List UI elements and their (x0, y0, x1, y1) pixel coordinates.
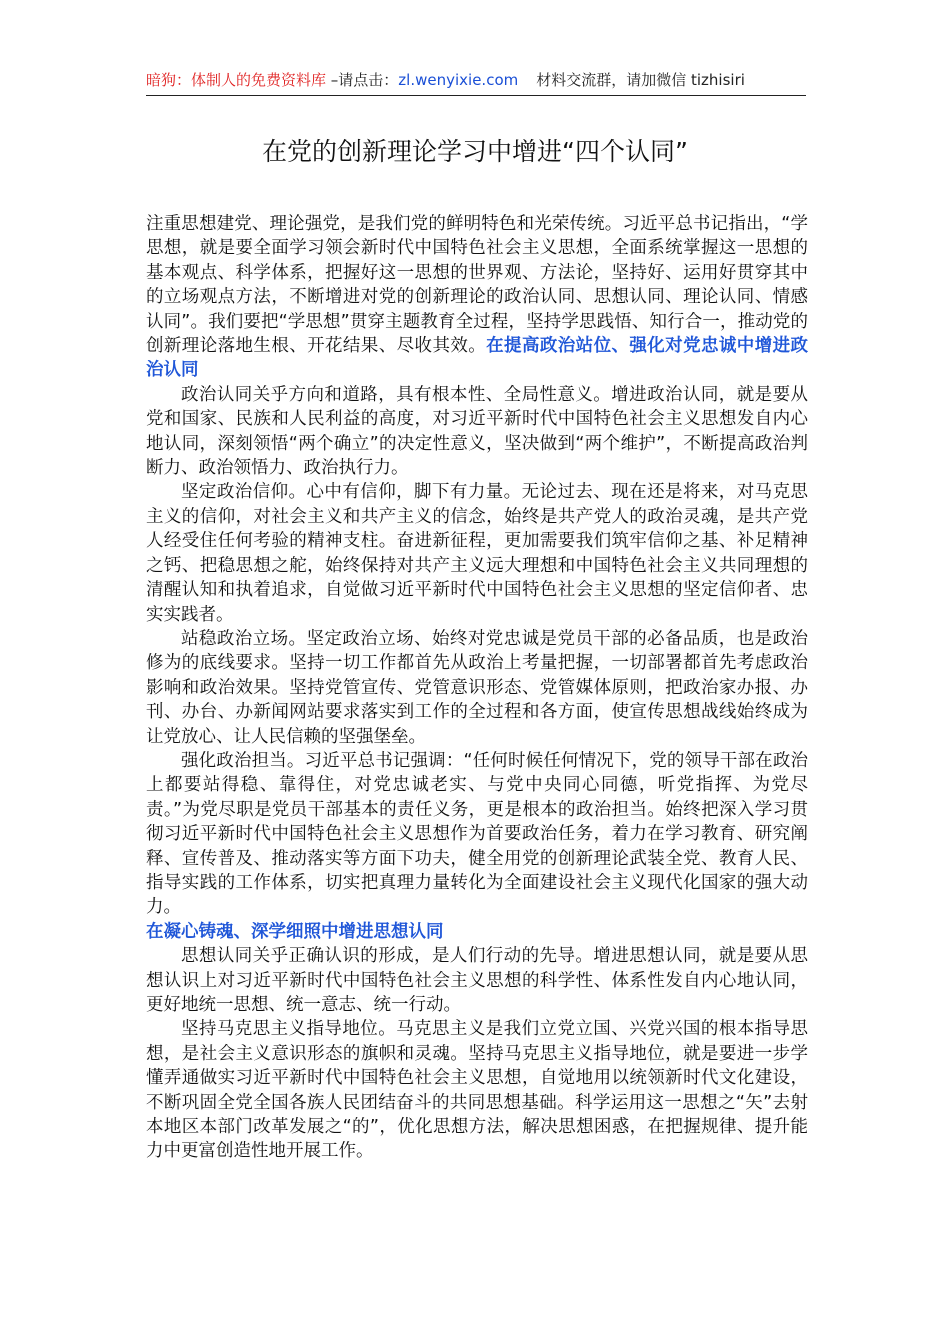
paragraph-1: 政治认同关乎方向和道路，具有根本性、全局性意义。增进政治认同，就是要从党和国家、民族和人民利益的高度，对习近平新时代中国特色社会主义思想发自内心地认同，深刻领悟“两个确立”的决定性意义，坚决做到“两个维护”，不断提高政治判断力、政治领悟力、政治执行力。 (146, 384, 808, 479)
intro-text: 注重思想建党、理论强党，是我们党的鲜明特色和光荣传统。习近平总书记指出，“学思想，就是要全面学习领会新时代中国特色社会主义思想，全面系统掌握这一思想的基本观点、科学体系，把握好这一思想的世界观、方法论，坚持好、运用好贯穿其中的立场观点方法，不断增进对党的创新理论的政治认同、思想认同、理论认同、情感认同”。我们要把“学思想”贯穿主题教育全过程，坚持学思践悟、知行合一，推动党的创新理论落地生根、开花结果、尽收其效。 (146, 214, 808, 357)
wechat-note: 材料交流群，请加微信 tizhisiri (536, 71, 745, 89)
paragraph-2: 坚定政治信仰。心中有信仰，脚下有力量。无论过去、现在还是将来，对马克思主义的信仰，对社会主义和共产主义的信念，始终是共产党人的政治灵魂，是共产党人经受住任何考验的精神支柱。奋进新征程，更加需要我们筑牢信仰之基、补足精神之钙、把稳思想之舵，始终保持对共产主义远大理想和中国特色社会主义共同理想的清醒认知和执着追求，自觉做习近平新时代中国特色社会主义思想的坚定信仰者、忠实实践者。 (146, 482, 808, 625)
document-body (146, 212, 808, 1164)
document-title: 在党的创新理论学习中增进“四个认同” (262, 137, 688, 166)
paragraph-6: 坚持马克思主义指导地位。马克思主义是我们立党立国、兴党兴国的根本指导思想，是社会主义意识形态的旗帜和灵魂。坚持马克思主义指导地位，就是要进一步学懂弄通做实习近平新时代中国特色社会主义思想，自觉地用以统领新时代文化建设，不断巩固全党全国各族人民团结奋斗的共同思想基础。科学运用这一思想之“矢”去射本地区本部门改革发展之“的”，优化思想方法，解决思想困惑，在把握规律、提升能力中更富创造性地开展工作。 (146, 1019, 808, 1162)
section-heading-1: 在提高政治站位、强化对党忠诚中增进政治认同 (146, 336, 809, 381)
section-heading-2: 在凝心铸魂、深学细照中增进思想认同 (146, 921, 444, 942)
paragraph-3: 站稳政治立场。坚定政治立场、始终对党忠诚是党员干部的必备品质，也是政治修为的底线要求。坚持一切工作都首先从政治上考量把握，一切部署都首先考虑政治影响和政治效果。坚持党管宣传、党管意识形态、党管媒体原则，把政治家办报、办刊、办台、办新闻网站要求落实到工作的全过程和各方面，使宣传思想战线始终成为让党放心、让人民信赖的坚强堡垒。 (146, 628, 808, 747)
site-link[interactable]: zl.wenyixie.com (398, 71, 519, 89)
paragraph-5: 思想认同关乎正确认识的形成，是人们行动的先导。增进思想认同，就是要从思想认识上对习近平新时代中国特色社会主义思想的科学性、体系性发自内心地认同，更好地统一思想、统一意志、统一行动。 (146, 946, 808, 1015)
click-prompt: –请点击： (326, 71, 399, 89)
site-name: 暗狗：体制人的免费资料库 (146, 71, 327, 89)
paragraph-4: 强化政治担当。习近平总书记强调：“任何时候任何情况下，党的领导干部在政治上都要站得稳、靠得住，对党忠诚老实、与党中央同心同德，听党指挥、为党尽责。”为党尽职是党员干部基本的责任义务，更是根本的政治担当。始终把深入学习贯彻习近平新时代中国特色社会主义思想作为首要政治任务，着力在学习教育、研究阐释、宣传普及、推动落实等方面下功夫，健全用党的创新理论武装全党、教育人民、指导实践的工作体系，切实把真理力量转化为全面建设社会主义现代化国家的强大动力。 (146, 750, 808, 918)
intro-paragraph (146, 212, 808, 383)
page-header (146, 68, 806, 96)
